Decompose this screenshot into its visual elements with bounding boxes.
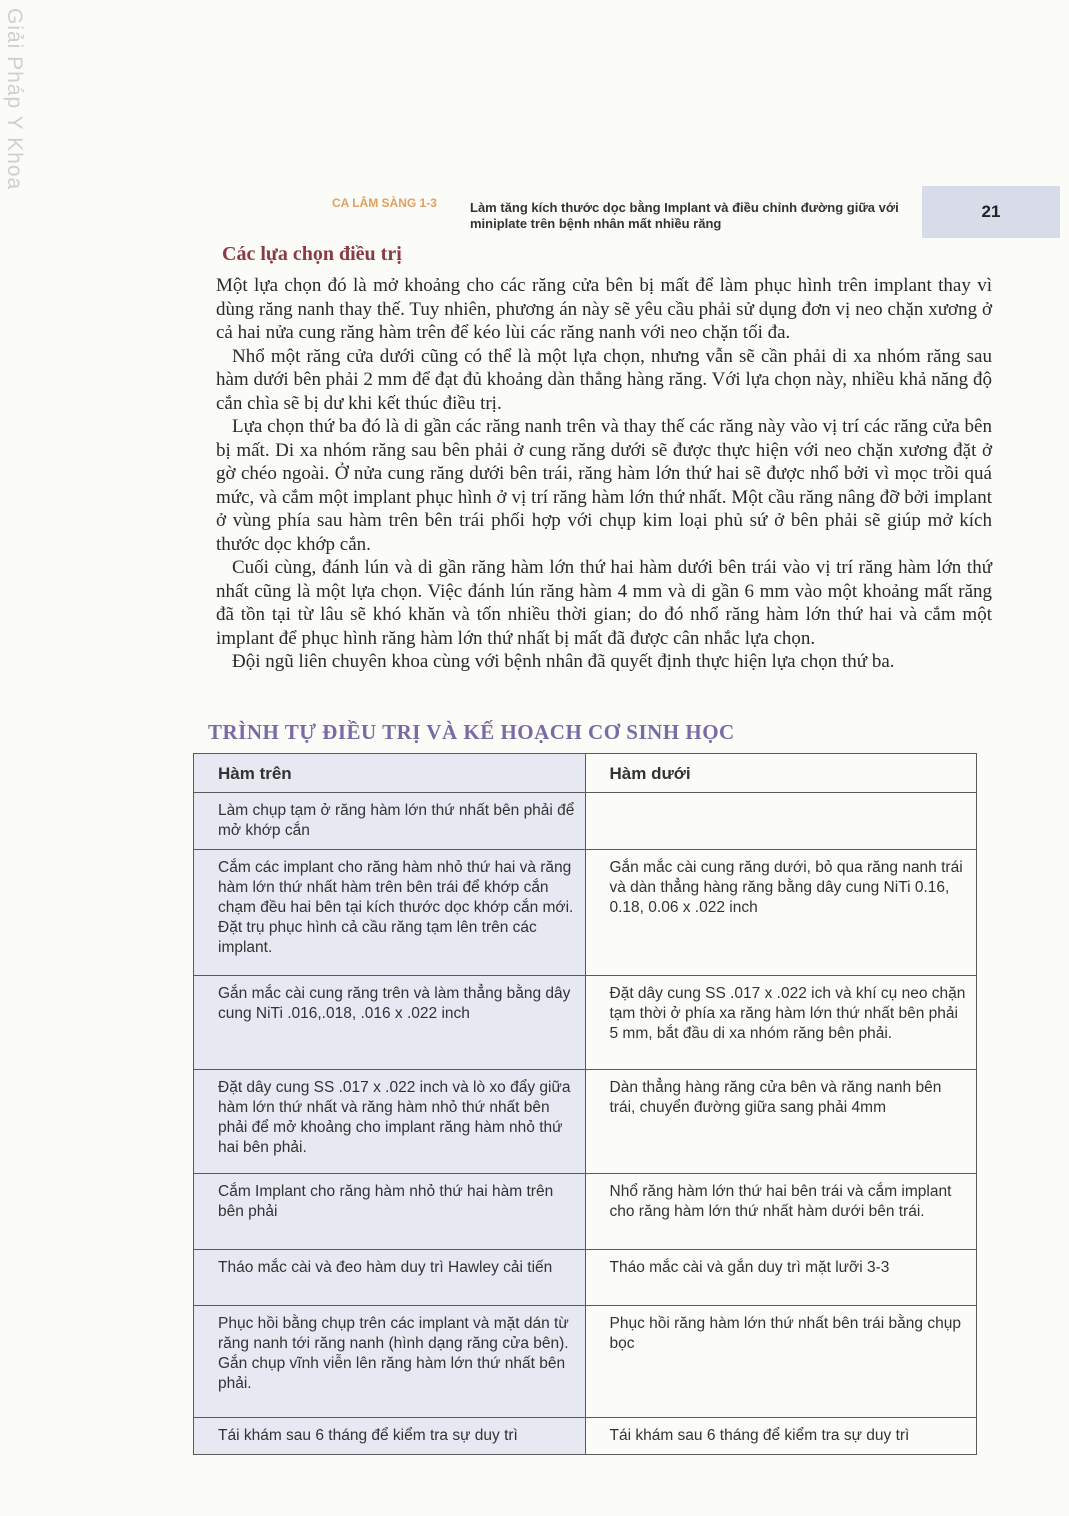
body-text [216,274,992,674]
table-row [194,850,977,976]
table-row [194,1418,977,1455]
paragraph: Cuối cùng, đánh lún và di gần răng hàm lớn thứ hai hàm dưới bên trái vào vị trí răng hàm lớn thứ nhất cũng là một lựa chọn. Việc đánh lún răng hàm 4 mm và di gần 6 mm vào một khoảng mất răng đã tồn tại từ lâu sẽ khó khăn và tốn nhiều thời gian; do đó nhổ răng hàm lớn thứ hai và cắm một implant để phục hình răng hàm lớn thứ nhất bị mất đã được cân nhắc lựa chọn. [216,557,992,649]
table-row [194,1174,977,1250]
table-header-row [194,754,977,793]
table-cell-lower: Tái khám sau 6 tháng để kiểm tra sự duy trì [585,1418,977,1455]
table-cell-lower: Phục hồi răng hàm lớn thứ nhất bên trái bằng chụp bọc [585,1306,977,1418]
table-row [194,793,977,850]
table-cell-upper: Phục hồi bằng chụp trên các implant và mặt dán từ răng nanh tới răng nanh (hình dạng răng cửa bên). Gắn chụp vĩnh viễn lên răng hàm lớn thứ nhất bên phải. [194,1306,586,1418]
table-row [194,1306,977,1418]
column-header-lower: Hàm dưới [585,754,977,793]
table-cell-upper: Làm chụp tạm ở răng hàm lớn thứ nhất bên phải để mở khớp cắn [194,793,586,850]
table-cell-lower: Nhổ răng hàm lớn thứ hai bên trái và cắm implant cho răng hàm lớn thứ nhất hàm dưới bên trái. [585,1174,977,1250]
paragraph: Nhổ một răng cửa dưới cũng có thể là một lựa chọn, nhưng vẫn sẽ cần phải di xa nhóm răng sau hàm dưới bên phải 2 mm để đạt đủ khoảng dàn thẳng hàng răng. Với lựa chọn này, nhiều khả năng độ cắn chìa sẽ bị dư khi kết thúc điều trị. [216,345,992,414]
table-cell-upper: Tái khám sau 6 tháng để kiểm tra sự duy trì [194,1418,586,1455]
case-label: CA LÂM SÀNG 1-3 [332,196,437,210]
table-cell-lower: Gắn mắc cài cung răng dưới, bỏ qua răng nanh trái và dàn thẳng hàng răng bằng dây cung NiTi 0.16, 0.18, 0.06 x .022 inch [585,850,977,976]
paragraph: Đội ngũ liên chuyên khoa cùng với bệnh nhân đã quyết định thực hiện lựa chọn thứ ba. [232,651,895,672]
table-cell-lower: Đặt dây cung SS .017 x .022 ich và khí cụ neo chặn tạm thời ở phía xa răng hàm lớn thứ nhất bên phải 5 mm, bắt đầu di xa nhóm răng bên phải. [585,976,977,1070]
table-row [194,976,977,1070]
table-heading: TRÌNH TỰ ĐIỀU TRỊ VÀ KẾ HOẠCH CƠ SINH HỌC [208,720,735,744]
section-heading: Các lựa chọn điều trị [222,243,402,265]
table-cell-upper: Đặt dây cung SS .017 x .022 inch và lò xo đẩy giữa hàm lớn thứ nhất và răng hàm nhỏ thứ nhất bên phải để mở khoảng cho implant răng hàm nhỏ thứ hai bên phải. [194,1070,586,1174]
table-cell-lower [585,793,977,850]
table-cell-upper: Gắn mắc cài cung răng trên và làm thẳng bằng dây cung NiTi .016,.018, .016 x .022 inch [194,976,586,1070]
table-row [194,1070,977,1174]
table-cell-upper: Cắm Implant cho răng hàm nhỏ thứ hai hàm trên bên phải [194,1174,586,1250]
paragraph: Một lựa chọn đó là mở khoảng cho các răng cửa bên bị mất để làm phục hình trên implant thay vì dùng răng nanh thay thế. Tuy nhiên, phương án này sẽ yêu cầu phải sử dụng đơn vị neo chặn xương ở cả hai nửa cung răng hàm trên để kéo lùi các răng nanh với neo chặn tối đa. [216,275,992,343]
table-cell-upper: Tháo mắc cài và đeo hàm duy trì Hawley cải tiến [194,1250,586,1306]
table-cell-lower: Dàn thẳng hàng răng cửa bên và răng nanh bên trái, chuyển đường giữa sang phải 4mm [585,1070,977,1174]
page-header [320,186,1060,238]
case-title: Làm tăng kích thước dọc bằng Implant và điều chỉnh đường giữa với miniplate trên bệnh nhân mất nhiều răng [470,200,899,231]
column-header-upper: Hàm trên [194,754,586,793]
treatment-plan-table [193,753,977,1455]
paragraph: Lựa chọn thứ ba đó là di gần các răng nanh trên và thay thế các răng này vào vị trí các răng cửa bên bị mất. Di xa nhóm răng sau bên phải ở cung răng dưới sẽ được thực hiện với neo chặn xương đặt ở gờ chéo ngoài. Ở nửa cung răng dưới bên trái, răng hàm lớn thứ hai sẽ được nhổ bởi vì mọc trồi quá mức, và cắm một implant phục hình ở vị trí răng hàm lớn thứ nhất. Một cầu răng nâng đỡ bởi implant ở vùng phía sau hàm trên bên trái phối hợp với chụp kim loại phủ sứ ở bên phải sẽ giúp mở kích thước dọc khớp cắn. [216,416,992,555]
table-cell-upper: Cắm các implant cho răng hàm nhỏ thứ hai và răng hàm lớn thứ nhất hàm trên bên trái để khớp cắn chạm đều hai bên tại kích thước dọc khớp cắn mới. Đặt trụ phục hình cả cầu răng tạm lên trên các implant. [194,850,586,976]
watermark-text: Giải Pháp Y Khoa [3,8,26,191]
page-number: 21 [922,186,1060,238]
table-cell-lower: Tháo mắc cài và gắn duy trì mặt lưỡi 3-3 [585,1250,977,1306]
table-row [194,1250,977,1306]
